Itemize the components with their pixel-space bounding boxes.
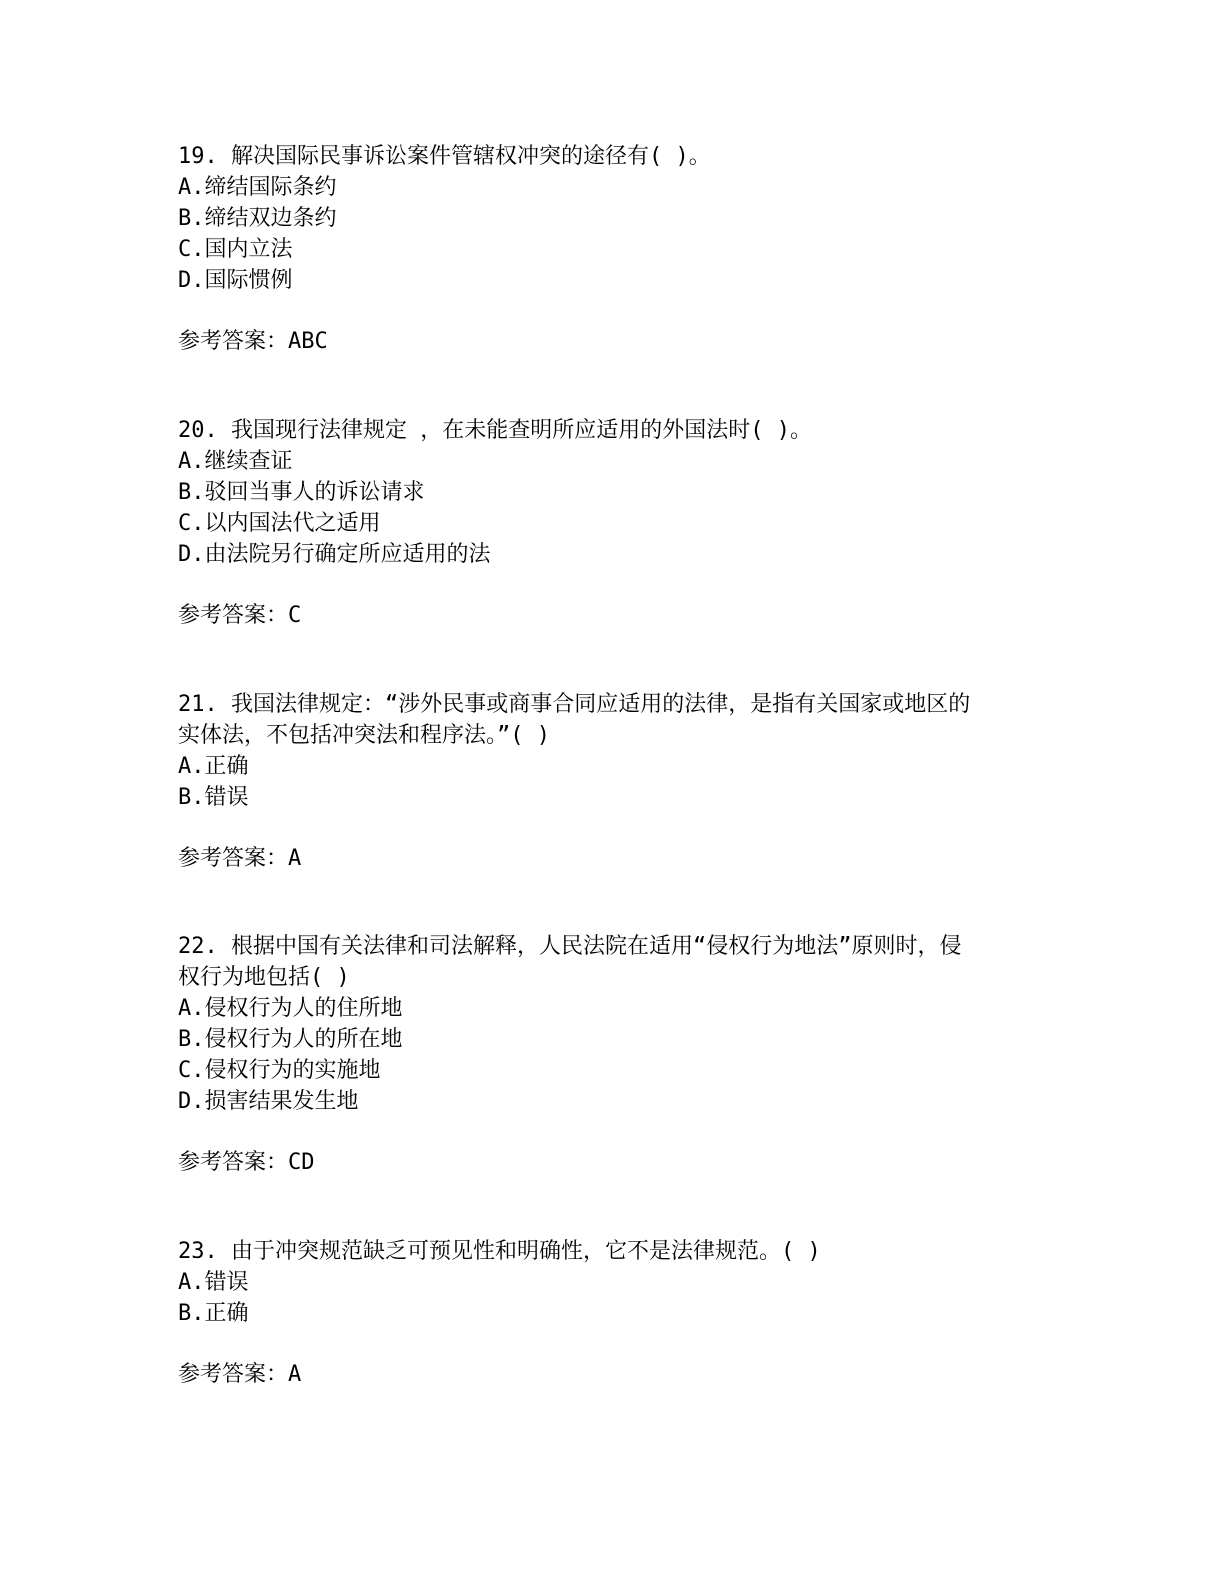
question-22 [178,931,1058,1178]
reference-answer: 参考答案：ABC [178,329,328,354]
option-b: B.正确 [178,1301,249,1326]
reference-answer: 参考答案：A [178,1362,302,1387]
option-a: A.继续查证 [178,449,293,474]
option-b: B.缔结双边条约 [178,206,337,231]
option-c: C.侵权行为的实施地 [178,1058,381,1083]
question-stem-continued: 权行为地包括( ) [178,965,350,990]
reference-answer: 参考答案：CD [178,1150,315,1175]
question-stem: 22. 根据中国有关法律和司法解释，人民法院在适用“侵权行为地法”原则时，侵 [178,934,962,959]
question-stem: 23. 由于冲突规范缺乏可预见性和明确性，它不是法律规范。( ) [178,1239,821,1264]
question-stem: 20. 我国现行法律规定 ，在未能查明所应适用的外国法时( )。 [178,418,812,443]
option-d: D.国际惯例 [178,268,293,293]
question-stem: 19. 解决国际民事诉讼案件管辖权冲突的途径有( )。 [178,144,711,169]
option-d: D.损害结果发生地 [178,1089,359,1114]
option-a: A.错误 [178,1270,249,1295]
option-a: A.侵权行为人的住所地 [178,996,403,1021]
question-stem: 21. 我国法律规定：“涉外民事或商事合同应适用的法律，是指有关国家或地区的 [178,692,971,717]
question-21 [178,689,1058,874]
option-a: A.缔结国际条约 [178,175,337,200]
reference-answer: 参考答案：A [178,846,302,871]
option-a: A.正确 [178,754,249,779]
question-20 [178,415,1058,631]
question-23 [178,1236,1058,1390]
option-b: B.侵权行为人的所在地 [178,1027,403,1052]
question-19 [178,141,1058,357]
option-c: C.以内国法代之适用 [178,511,381,536]
option-c: C.国内立法 [178,237,293,262]
reference-answer: 参考答案：C [178,603,302,628]
question-stem-continued: 实体法，不包括冲突法和程序法。”( ) [178,723,550,748]
option-d: D.由法院另行确定所应适用的法 [178,542,491,567]
option-b: B.驳回当事人的诉讼请求 [178,480,425,505]
option-b: B.错误 [178,785,249,810]
